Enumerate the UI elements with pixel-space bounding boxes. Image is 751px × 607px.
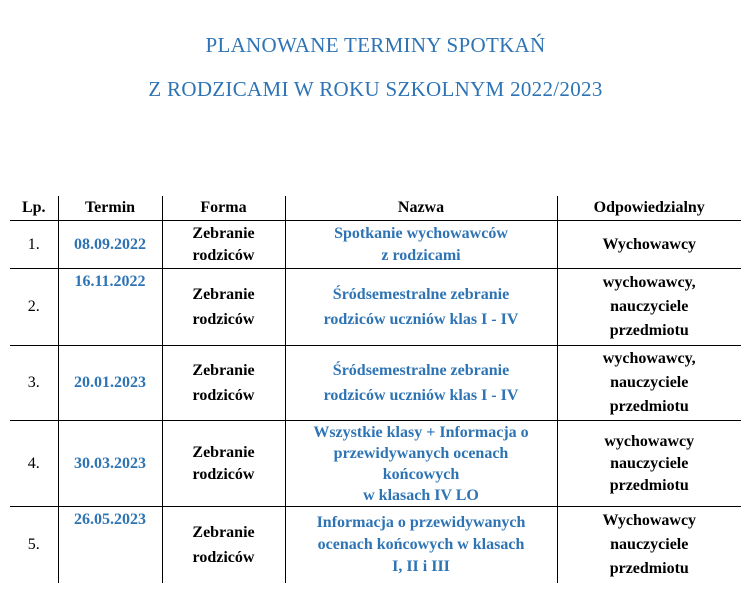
row-nazwa xyxy=(285,421,557,507)
odpowiedzialny-line: przedmiotu xyxy=(609,398,689,415)
row-lp: 2. xyxy=(10,269,58,346)
forma-line: Zebranie xyxy=(192,443,255,461)
forma-line: Zebranie xyxy=(192,362,255,379)
nazwa-line: z rodzicami xyxy=(381,246,461,264)
forma-line: Zebranie xyxy=(192,286,255,303)
table-row xyxy=(10,221,741,269)
odpowiedzialny-line: Wychowawcy xyxy=(602,235,697,253)
row-forma xyxy=(162,421,285,507)
forma-line: rodziców xyxy=(192,548,255,566)
odpowiedzialny-line: nauczyciele xyxy=(610,535,689,553)
forma-line: rodziców xyxy=(192,311,255,328)
header-nazwa: Nazwa xyxy=(285,196,557,221)
forma-line: rodziców xyxy=(192,465,255,483)
row-termin: 08.09.2022 xyxy=(58,221,162,269)
title-line-1: PLANOWANE TERMINY SPOTKAŃ xyxy=(205,33,546,57)
row-forma xyxy=(162,221,285,269)
odpowiedzialny-line: przedmiotu xyxy=(609,559,689,577)
odpowiedzialny-line: wychowawcy, xyxy=(602,350,696,367)
nazwa-line: rodziców uczniów klas I - IV xyxy=(323,387,519,404)
row-nazwa xyxy=(285,346,557,421)
header-lp: Lp. xyxy=(10,196,58,221)
nazwa-line: Śródsemestralne zebranie xyxy=(332,362,510,379)
nazwa-line: w klasach IV LO xyxy=(363,486,479,504)
odpowiedzialny-line: nauczyciele xyxy=(610,374,689,391)
row-nazwa xyxy=(285,269,557,346)
nazwa-line: końcowych xyxy=(382,465,460,483)
row-termin: 16.11.2022 xyxy=(58,269,162,346)
forma-line: Zebranie xyxy=(192,523,255,541)
table-row xyxy=(10,421,741,507)
row-forma xyxy=(162,346,285,421)
row-odpowiedzialny xyxy=(557,269,741,346)
nazwa-line: Spotkanie wychowawców xyxy=(334,224,508,242)
row-termin: 30.03.2023 xyxy=(58,421,162,507)
odpowiedzialny-line: przedmiotu xyxy=(609,322,689,339)
odpowiedzialny-line: nauczyciele xyxy=(610,454,689,472)
nazwa-line: ocenach końcowych w klasach xyxy=(317,535,525,553)
schedule-table xyxy=(10,196,741,583)
row-forma xyxy=(162,507,285,583)
title-line-2: Z RODZICAMI W ROKU SZKOLNYM 2022/2023 xyxy=(148,77,603,101)
row-termin: 26.05.2023 xyxy=(58,507,162,583)
table-row xyxy=(10,346,741,421)
row-forma xyxy=(162,269,285,346)
row-odpowiedzialny xyxy=(557,507,741,583)
forma-line: rodziców xyxy=(192,387,255,404)
odpowiedzialny-line: Wychowawcy xyxy=(602,511,697,529)
row-odpowiedzialny xyxy=(557,346,741,421)
row-lp: 3. xyxy=(10,346,58,421)
row-odpowiedzialny xyxy=(557,221,741,269)
forma-line: Zebranie xyxy=(192,224,255,242)
nazwa-line: Informacja o przewidywanych xyxy=(316,513,526,531)
header-termin: Termin xyxy=(58,196,162,221)
row-nazwa xyxy=(285,507,557,583)
table-row xyxy=(10,269,741,346)
table-row xyxy=(10,507,741,583)
header-row xyxy=(10,196,741,221)
odpowiedzialny-line: przedmiotu xyxy=(609,476,689,494)
row-nazwa xyxy=(285,221,557,269)
nazwa-line: przewidywanych ocenach xyxy=(333,444,509,462)
nazwa-line: rodziców uczniów klas I - IV xyxy=(323,311,519,328)
forma-line: rodziców xyxy=(192,246,255,264)
nazwa-line: Śródsemestralne zebranie xyxy=(332,286,510,303)
header-forma: Forma xyxy=(162,196,285,221)
odpowiedzialny-line: wychowawcy xyxy=(604,432,695,450)
header-odpowiedzialny: Odpowiedzialny xyxy=(557,196,741,221)
row-lp: 5. xyxy=(10,507,58,583)
odpowiedzialny-line: wychowawcy, xyxy=(602,274,696,291)
nazwa-line: Wszystkie klasy + Informacja o xyxy=(313,423,529,441)
row-odpowiedzialny xyxy=(557,421,741,507)
odpowiedzialny-line: nauczyciele xyxy=(610,298,689,315)
nazwa-line: I, II i III xyxy=(392,557,450,575)
row-termin: 20.01.2023 xyxy=(58,346,162,421)
row-lp: 1. xyxy=(10,221,58,269)
row-lp: 4. xyxy=(10,421,58,507)
